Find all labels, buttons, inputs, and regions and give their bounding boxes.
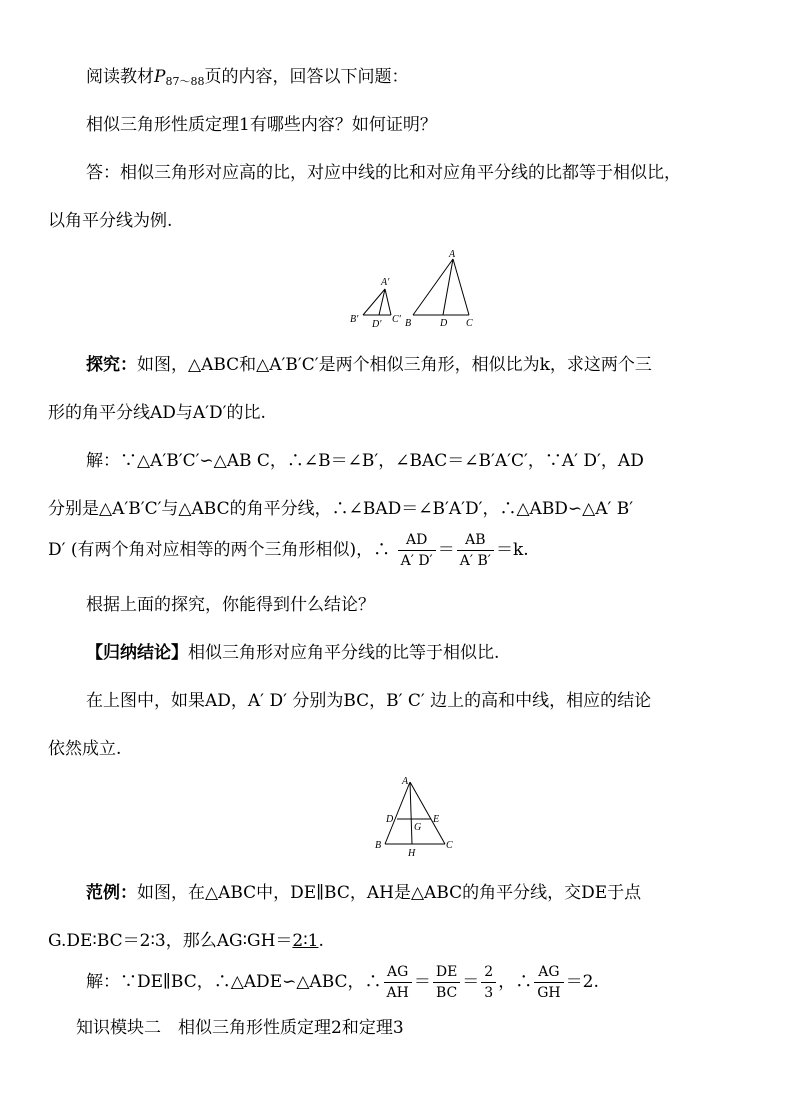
solution-line3 bbox=[48, 530, 790, 571]
solution-line2: 分别是△A′B′C′与△ABC的角平分线，∴∠BAD＝∠B′A′D′，∴△ABD∽△A′ B′ bbox=[48, 499, 634, 519]
equals: ＝ bbox=[462, 972, 480, 992]
note-line2: 依然成立. bbox=[48, 739, 122, 759]
intro-pre: 阅读教材 bbox=[86, 67, 154, 87]
label-b-prime: B′ bbox=[350, 314, 359, 325]
label-c: C bbox=[466, 318, 473, 329]
numerator: AB bbox=[457, 530, 494, 551]
intro-post: 页的内容，回答以下问题： bbox=[204, 67, 409, 87]
conclusion-text: 相似三角形对应角平分线的比等于相似比. bbox=[188, 643, 500, 663]
triangle-de-parallel-bc-figure bbox=[368, 772, 458, 862]
label-e: E bbox=[433, 814, 440, 825]
answer-line1: 答：相似三角形对应高的比，对应中线的比和对应角平分线的比都等于相似比， bbox=[86, 163, 681, 183]
numerator: 2 bbox=[481, 962, 496, 983]
denominator: GH bbox=[537, 985, 561, 1001]
explore-text: 如图，△ABC和△A′B′C′是两个相似三角形，相似比为k，求这两个三 bbox=[137, 355, 652, 375]
explore-line1 bbox=[86, 350, 790, 375]
conclusion-line bbox=[86, 638, 790, 663]
example-line2-pre: G.DE∶BC＝2∶3，那么AG∶GH＝ bbox=[48, 931, 293, 951]
numerator: AG bbox=[534, 962, 563, 983]
example-answer: 2∶1 bbox=[292, 931, 319, 951]
denominator: 3 bbox=[484, 985, 494, 1001]
note-line1: 在上图中，如果AD，A′ D′ 分别为BC，B′ C′ 边上的高和中线，相应的结论 bbox=[86, 691, 652, 711]
fraction-two-thirds bbox=[481, 962, 496, 1003]
example-line1 bbox=[86, 878, 790, 903]
equals: ＝ bbox=[413, 972, 431, 992]
denominator: AH bbox=[386, 985, 409, 1001]
therefore: ，∴ bbox=[498, 972, 533, 992]
label-d: D bbox=[440, 318, 448, 329]
conclusion-label: 【归纳结论】 bbox=[86, 643, 188, 663]
numerator: AG bbox=[384, 962, 412, 983]
example-solution-pre: 解：∵DE∥BC，∴△ADE∽△ABC，∴ bbox=[86, 972, 382, 992]
solution-line1: 解：∵△A′B′C′∽△AB C，∴∠B＝∠B′，∠BAC＝∠B′A′C′，∵A′ D′，AD bbox=[86, 451, 644, 471]
prompt-line: 根据上面的探究，你能得到什么结论？ bbox=[86, 595, 375, 615]
example-line2-post: . bbox=[318, 931, 324, 951]
fraction-de-over-bc bbox=[433, 962, 460, 1003]
explore-line2: 形的角平分线AD与A′D′的比. bbox=[48, 403, 266, 423]
page-ref-range: 87～88 bbox=[165, 75, 205, 88]
label-g: G bbox=[414, 822, 422, 833]
explore-label: 探究： bbox=[86, 355, 137, 375]
similar-triangles-figure bbox=[345, 245, 485, 330]
fraction-ab-over-apbp bbox=[457, 530, 494, 571]
example-solution bbox=[86, 962, 790, 1003]
denominator: A′ D′ bbox=[400, 553, 433, 569]
example-label: 范例： bbox=[86, 883, 137, 903]
denominator: BC bbox=[435, 985, 458, 1001]
numerator: AD bbox=[398, 530, 436, 551]
example-solution-end: ＝2. bbox=[565, 972, 599, 992]
label-c: C bbox=[446, 840, 453, 851]
fraction-ag-over-ah bbox=[384, 962, 412, 1003]
label-b: B bbox=[405, 318, 412, 329]
numerator: DE bbox=[433, 962, 460, 983]
fraction-ag-over-gh bbox=[534, 962, 563, 1003]
question: 相似三角形性质定理1有哪些内容？如何证明？ bbox=[86, 115, 437, 135]
label-a-prime: A′ bbox=[381, 277, 390, 288]
label-d: D bbox=[386, 814, 394, 825]
solution-end: ＝k. bbox=[495, 540, 529, 560]
example-text: 如图，在△ABC中，DE∥BC，AH是△ABC的角平分线，交DE于点 bbox=[137, 883, 642, 903]
example-line2 bbox=[48, 926, 790, 951]
fraction-ad-over-apdp bbox=[398, 530, 436, 571]
label-h: H bbox=[408, 848, 416, 859]
equals: ＝ bbox=[437, 540, 455, 560]
intro-line bbox=[86, 62, 790, 89]
section-heading: 知识模块二 相似三角形性质定理2和定理3 bbox=[76, 1018, 404, 1038]
denominator: A′ B′ bbox=[459, 553, 491, 569]
page-ref: P bbox=[154, 67, 166, 87]
label-d-prime: D′ bbox=[372, 319, 382, 330]
label-a: A bbox=[402, 776, 409, 787]
solution-line3-text: D′ (有两个角对应相等的两个三角形相似)，∴ bbox=[48, 540, 391, 560]
label-c-prime: C′ bbox=[392, 314, 401, 325]
answer-line2: 以角平分线为例. bbox=[48, 211, 173, 231]
label-b: B bbox=[375, 840, 382, 851]
label-a: A bbox=[449, 249, 456, 260]
